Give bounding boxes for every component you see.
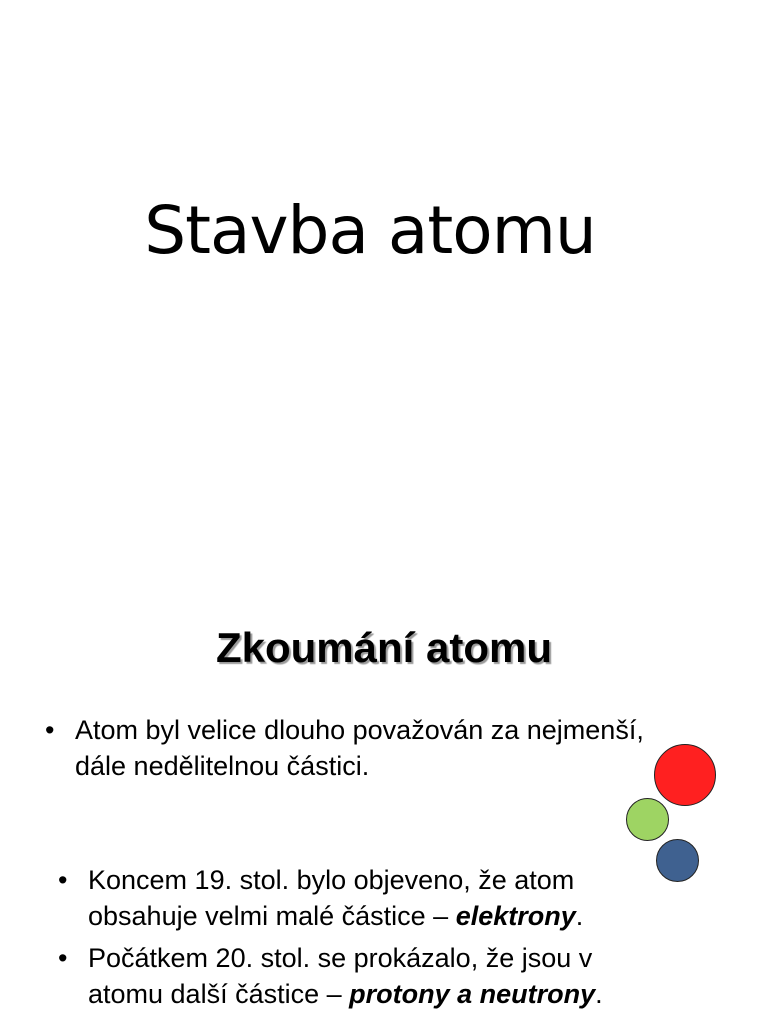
- proton-circle-icon: [654, 744, 716, 806]
- bullet-text-line2: dále nedělitelnou částici.: [75, 751, 370, 781]
- bullet-text-line2: atomu další částice –: [88, 979, 350, 1009]
- bullet-emphasis: elektrony: [455, 901, 576, 931]
- bullet-text-line2: obsahuje velmi malé částice –: [88, 901, 456, 931]
- bullet-text-line1: Koncem 19. stol. bylo objeveno, že atom: [88, 865, 575, 895]
- bullet-text-line1: Atom byl velice dlouho považován za nejmenší,: [75, 715, 644, 745]
- bullet-item: [58, 940, 688, 1012]
- electron-circle-icon: [626, 798, 669, 841]
- bullet-dot: •: [58, 943, 68, 973]
- bullet-item: [58, 862, 648, 934]
- bullet-text-line1: Počátkem 20. stol. se prokázalo, že jsou v: [88, 943, 593, 973]
- slide-content: [0, 576, 768, 1024]
- slide-content-heading: Zkoumání atomu: [215, 624, 553, 671]
- bullet-dot: •: [58, 865, 68, 895]
- bullet-emphasis: protony a neutrony: [349, 979, 596, 1009]
- bullet-suffix: .: [595, 979, 603, 1009]
- neutron-circle-icon: [656, 839, 699, 882]
- bullet-item: [45, 712, 735, 784]
- slide-title-heading: Stavba atomu: [144, 192, 596, 269]
- bullet-dot: •: [45, 715, 55, 745]
- bullet-suffix: .: [575, 901, 584, 931]
